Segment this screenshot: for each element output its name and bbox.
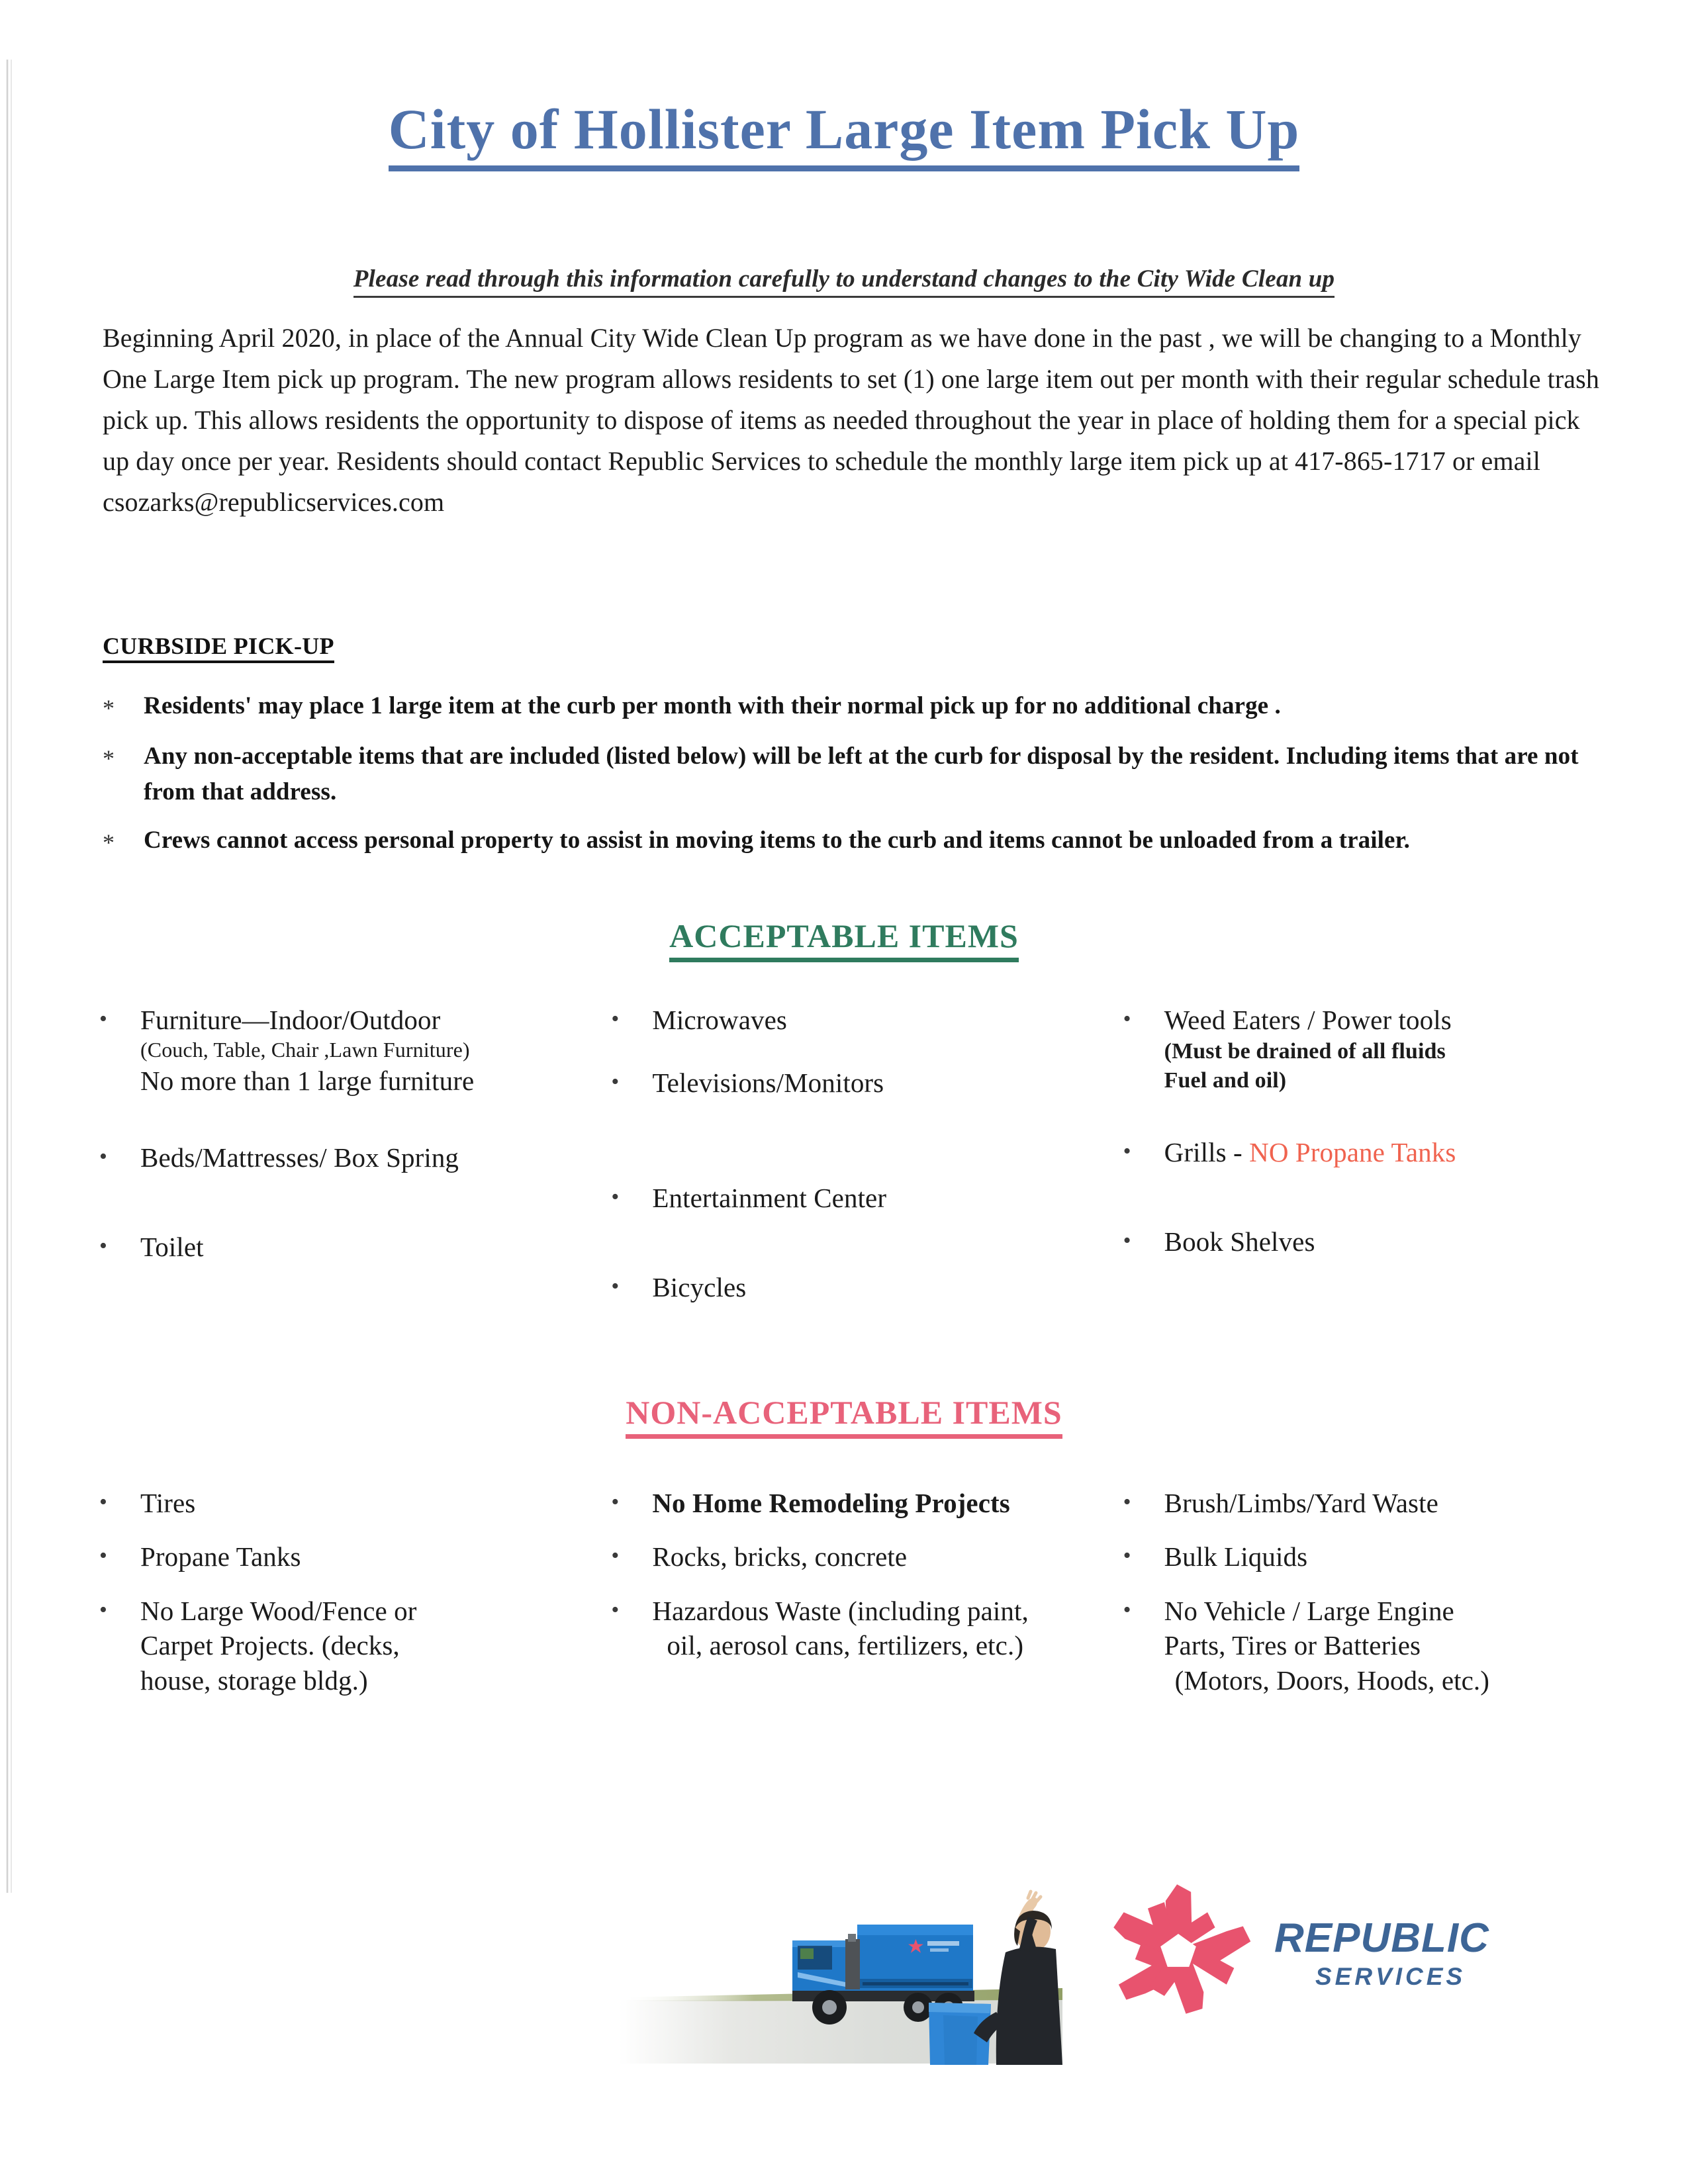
acceptable-item	[1164, 1135, 1615, 1170]
non-acceptable-item: Tires	[140, 1488, 196, 1518]
scan-artifact-line	[6, 60, 9, 1893]
list-item	[99, 1230, 591, 1265]
list-item	[99, 1140, 591, 1175]
list-item	[611, 1003, 1103, 1038]
list-item	[103, 688, 1612, 725]
list-item	[99, 1003, 591, 1098]
intro-paragraph: Beginning April 2020, in place of the Annual City Wide Clean Up program as we have done in the past , we will be changing to a Monthly One Large Item pick up program. The new program allows residents to set (1) one large item out per month with their regular schedule trash pick up. This allows residents the opportunity to dispose of items as needed throughout the year in place of holding them for a special pick up day once per year. Residents should contact Republic Services to schedule the monthly large item pick up at 417-865-1717 or email csozarks@republicservices.com	[103, 323, 1599, 517]
item-line-2: Parts, Tires or Batteries	[1164, 1630, 1421, 1661]
item-line-3: (Motors, Doors, Hoods, etc.)	[1174, 1664, 1490, 1696]
list-item	[1123, 1594, 1615, 1698]
list-item	[611, 1066, 1103, 1101]
non-acceptable-item: No Home Remodeling Projects	[652, 1488, 1010, 1518]
non-acceptable-column-2	[611, 1486, 1123, 1698]
list-item	[99, 1539, 591, 1574]
bullet-icon: •	[611, 1490, 620, 1514]
bullet-icon: •	[99, 1007, 107, 1031]
asterisk-bullet-icon: *	[103, 745, 115, 772]
bullet-icon: •	[1123, 1543, 1131, 1569]
item-line-2: Carpet Projects. (decks,	[140, 1630, 400, 1661]
title-container	[0, 99, 1688, 171]
acceptable-item: Bicycles	[652, 1271, 747, 1302]
list-item	[103, 739, 1612, 809]
list-item	[611, 1486, 1103, 1521]
list-item	[1123, 1486, 1615, 1521]
curbside-item-text: Any non-acceptable items that are included (listed below) will be left at the curb for disposal by the resident. Including items that are not from that address.	[144, 743, 1579, 805]
non-acceptable-column-1	[99, 1486, 611, 1698]
item-note-secondary: No more than 1 large furniture	[140, 1065, 475, 1096]
list-item	[1123, 1539, 1615, 1574]
logo-primary-text: REPUBLIC	[1274, 1915, 1489, 1961]
curbside-item-text: Residents' may place 1 large item at the curb per month with their normal pick up for no additional charge .	[144, 692, 1281, 719]
bullet-icon: •	[611, 1007, 620, 1031]
acceptable-item: Microwaves	[652, 1005, 787, 1035]
item-label: Furniture—Indoor/Outdoor	[140, 1005, 441, 1035]
non-acceptable-item: Propane Tanks	[140, 1541, 301, 1572]
list-item	[103, 823, 1612, 860]
item-label-highlight: NO Propane Tanks	[1249, 1136, 1456, 1167]
bullet-icon: •	[1123, 1007, 1131, 1031]
non-acceptable-column-3	[1123, 1486, 1622, 1698]
curbside-item-text: Crews cannot access personal property to assist in moving items to the curb and items cannot be unloaded from a trailer.	[144, 827, 1410, 854]
list-item	[611, 1181, 1103, 1216]
bullet-icon: •	[611, 1543, 620, 1569]
bullet-icon: •	[611, 1273, 620, 1298]
acceptable-item: Book Shelves	[1164, 1226, 1315, 1257]
asterisk-bullet-icon: *	[103, 829, 115, 856]
acceptable-item: Toilet	[140, 1232, 204, 1263]
acceptable-item: Entertainment Center	[652, 1182, 887, 1213]
item-note-secondary: Fuel and oil)	[1164, 1068, 1287, 1093]
footer-artwork	[0, 1833, 1688, 2111]
curbside-bullet-list	[103, 688, 1612, 874]
bullet-icon: •	[611, 1597, 620, 1622]
bullet-icon: •	[99, 1144, 107, 1169]
list-item	[611, 1539, 1103, 1574]
item-label: Weed Eaters / Power tools	[1164, 1005, 1452, 1035]
item-line-3: house, storage bldg.)	[140, 1664, 368, 1696]
bullet-icon: •	[1123, 1597, 1131, 1622]
item-label: No Large Wood/Fence or	[140, 1595, 417, 1626]
bullet-icon: •	[99, 1234, 107, 1259]
bullet-icon: •	[611, 1069, 620, 1095]
acceptable-items-heading: ACCEPTABLE ITEMS	[669, 917, 1019, 962]
scan-artifact-line-secondary	[11, 60, 12, 1893]
logo-wordmark	[1274, 1915, 1489, 1990]
item-label: No Vehicle / Large Engine	[1164, 1595, 1454, 1626]
non-acceptable-heading-container	[0, 1393, 1688, 1439]
acceptable-item	[140, 1003, 591, 1098]
non-acceptable-item: Brush/Limbs/Yard Waste	[1164, 1488, 1438, 1518]
republic-star-icon	[1096, 1873, 1261, 2025]
list-item	[99, 1594, 591, 1698]
acceptable-items-columns	[99, 1003, 1622, 1305]
bullet-icon: •	[1123, 1490, 1131, 1514]
acceptable-heading-container	[0, 917, 1688, 962]
list-item	[1123, 1003, 1615, 1095]
non-acceptable-item	[652, 1594, 1103, 1663]
acceptable-column-1	[99, 1003, 611, 1305]
acceptable-item: Beds/Mattresses/ Box Spring	[140, 1142, 459, 1173]
waving-person	[974, 1891, 1062, 2065]
item-note: (Must be drained of all fluids	[1164, 1039, 1446, 1064]
bullet-icon: •	[1123, 1138, 1131, 1163]
subtitle-notice: Please read through this information carefully to understand changes to the City Wide Clean up	[353, 265, 1335, 298]
non-acceptable-item: Bulk Liquids	[1164, 1541, 1308, 1572]
republic-services-logo	[1096, 1866, 1519, 2032]
non-acceptable-item	[140, 1594, 591, 1698]
item-note: (Couch, Table, Chair ,Lawn Furniture)	[140, 1038, 470, 1062]
bullet-icon: •	[611, 1184, 620, 1209]
item-line-2: oil, aerosol cans, fertilizers, etc.)	[667, 1630, 1024, 1661]
bullet-icon: •	[99, 1543, 107, 1569]
non-acceptable-item	[1164, 1594, 1615, 1698]
non-acceptable-items-columns	[99, 1486, 1622, 1698]
list-item	[611, 1594, 1103, 1663]
list-item	[99, 1486, 591, 1521]
non-acceptable-item: Rocks, bricks, concrete	[652, 1541, 908, 1572]
subtitle-container	[0, 265, 1688, 298]
page-title: City of Hollister Large Item Pick Up	[389, 99, 1300, 171]
garbage-truck-photo	[599, 1846, 1062, 2065]
acceptable-column-2	[611, 1003, 1123, 1305]
asterisk-bullet-icon: *	[103, 695, 115, 721]
acceptable-column-3	[1123, 1003, 1622, 1305]
acceptable-item	[1164, 1003, 1615, 1095]
list-item	[1123, 1224, 1615, 1259]
logo-secondary-text: SERVICES	[1315, 1963, 1466, 1990]
item-label: Grills -	[1164, 1136, 1250, 1167]
non-acceptable-items-heading: NON-ACCEPTABLE ITEMS	[626, 1393, 1062, 1439]
curbside-pickup-heading: CURBSIDE PICK-UP	[103, 632, 334, 663]
bullet-icon: •	[1123, 1228, 1131, 1253]
acceptable-item: Televisions/Monitors	[652, 1068, 884, 1099]
list-item	[611, 1270, 1103, 1305]
bullet-icon: •	[99, 1597, 107, 1622]
bullet-icon: •	[99, 1490, 107, 1514]
list-item	[1123, 1135, 1615, 1170]
item-label: Hazardous Waste (including paint,	[652, 1595, 1029, 1626]
